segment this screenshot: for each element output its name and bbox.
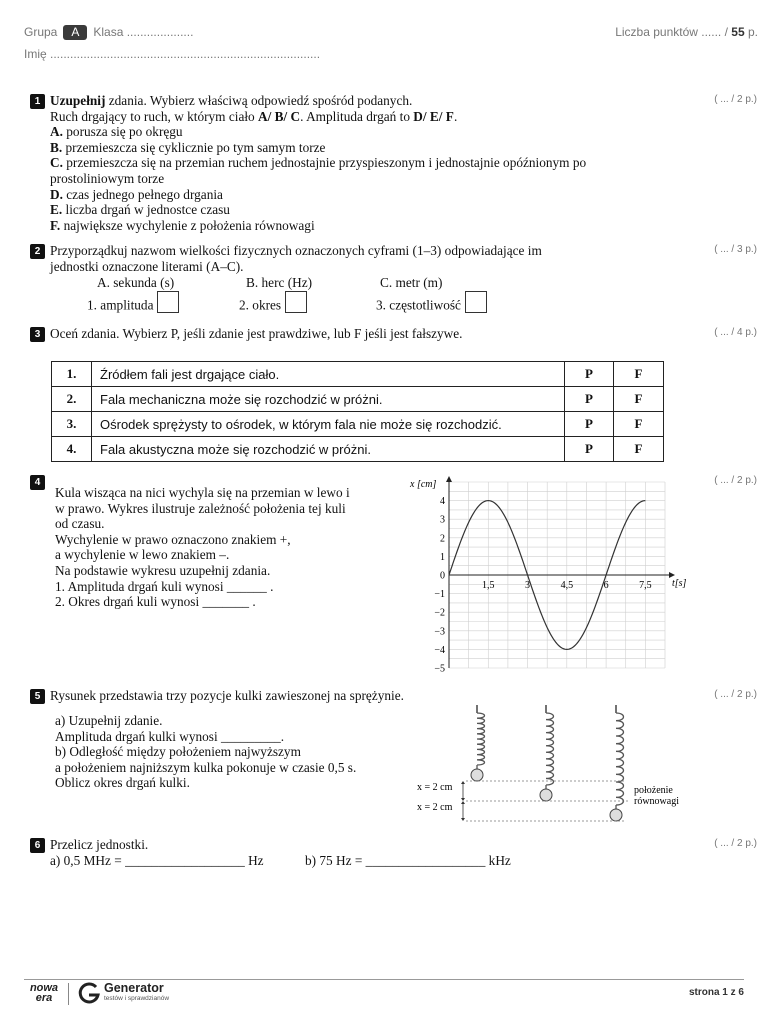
generator-subtitle: testów i sprawdzianów: [104, 995, 170, 1002]
distance-label-1: x = 2 cm: [417, 782, 453, 793]
springs-figure: [410, 705, 710, 830]
task-5-line: a) Uzupełnij zdanie.: [55, 713, 163, 728]
header-group: [24, 25, 193, 40]
logo-text-top: nowa: [29, 982, 59, 994]
task-points-5: ( ... / 2 p.): [714, 689, 757, 700]
name-field[interactable]: Imię .................................................................................: [24, 47, 321, 61]
x-tick-label: 4,5: [560, 580, 574, 591]
points-summary: [615, 25, 758, 39]
task-points-2: ( ... / 3 p.): [714, 244, 757, 255]
chart-x-axis-label: t[s]: [672, 578, 687, 589]
task-3-instruction: Oceń zdania. Wybierz P, jeśli zdanie jest prawdziwe, lub F jeśli jest fałszywe.: [50, 326, 463, 341]
table-row: [52, 437, 664, 462]
task-4-line: Na podstawie wykresu uzupełnij zdania.: [55, 562, 271, 578]
ball-top: [471, 769, 483, 781]
task-1-stmt-end: .: [453, 108, 458, 124]
task-6-part-b[interactable]: b) 75 Hz = __________________ kHz: [305, 853, 511, 868]
task-5-line: b) Odległość między położeniem najwyższym: [55, 744, 301, 760]
answer-box-3[interactable]: [465, 291, 487, 313]
table-row: [52, 412, 664, 437]
task-2-line-1: Przyporządkuj nazwom wielkości fizycznych oznaczonych cyframi (1–3) odpowiadające im: [50, 243, 542, 258]
generator-logo-icon: [77, 981, 101, 1005]
task-points-6: ( ... / 2 p.): [714, 838, 757, 849]
spring-1-coil: [477, 713, 485, 769]
task-1-stmt-a: Ruch drgający to ruch, w którym ciało: [50, 108, 259, 124]
x-tick-label: 1,5: [482, 580, 495, 591]
unit-option-a: A. sekunda (s): [97, 275, 175, 290]
true-option[interactable]: P: [565, 387, 614, 412]
row-number: 1.: [52, 362, 92, 387]
y-tick-label: −2: [434, 607, 445, 619]
row-number: 3.: [52, 412, 92, 437]
ball-bottom: [610, 809, 622, 821]
class-field[interactable]: Klasa ....................: [93, 25, 194, 39]
task-4-line: a wychylenie w lewo znakiem –.: [55, 547, 230, 563]
task-1-content: [50, 93, 700, 233]
publisher-logo: [26, 983, 62, 1003]
task-5-line: Oblicz okres drgań kulki.: [55, 775, 190, 791]
points-label[interactable]: Liczba punktów ...... /: [615, 25, 728, 39]
quantity-frequency: 3. częstotliwość: [376, 291, 487, 313]
answer-box-1[interactable]: [157, 291, 179, 313]
task-1-option[interactable]: B. przemieszcza się cyklicznie po tym samym torze: [50, 139, 326, 155]
task-4-line: Kula wisząca na nici wychyla się na przemian w lewo i: [55, 485, 350, 500]
points-total: 55: [731, 25, 745, 39]
task-number-5: 5: [30, 689, 45, 704]
false-option[interactable]: F: [614, 412, 664, 437]
row-number: 4.: [52, 437, 92, 462]
task-number-6: 6: [30, 838, 45, 853]
row-number: 2.: [52, 387, 92, 412]
chart-ticks: [434, 496, 651, 674]
y-tick-label: 2: [440, 533, 445, 545]
true-option[interactable]: P: [565, 437, 614, 462]
task-5-line[interactable]: Amplituda drgań kulki wynosi _________.: [55, 728, 285, 744]
generator-title: Generator: [104, 981, 164, 995]
task-4-line[interactable]: 1. Amplituda drgań kuli wynosi ______ .: [55, 578, 274, 594]
task-points-4: ( ... / 2 p.): [714, 475, 757, 486]
task-6-instruction: Przelicz jednostki.: [50, 837, 149, 852]
task-4-line: Wychylenie w prawo oznaczono znakiem +,: [55, 531, 291, 547]
group-badge: A: [63, 25, 87, 40]
quantity-amplitude: 1. amplituda: [87, 291, 179, 313]
y-tick-label: −4: [434, 644, 445, 656]
footer-divider: [24, 979, 744, 980]
task-4-line: w prawo. Wykres ilustruje zależność położenia tej kuli: [55, 500, 346, 516]
task-number-4: 4: [30, 475, 45, 490]
task-number-1: 1: [30, 94, 45, 109]
row-statement: Fala mechaniczna może się rozchodzić w próżni.: [92, 387, 565, 412]
arrow-head: [461, 798, 465, 801]
task-1-option[interactable]: C. przemieszcza się na przemian ruchem jednostajnie przyspieszonym i jednostajnie opóźnionym po: [50, 155, 587, 171]
task-number-3: 3: [30, 327, 45, 342]
equilibrium-label-2: równowagi: [634, 796, 679, 807]
task-4-line[interactable]: 2. Okres drgań kuli wynosi _______ .: [55, 594, 256, 610]
row-statement: Fala akustyczna może się rozchodzić w próżni.: [92, 437, 565, 462]
false-option[interactable]: F: [614, 437, 664, 462]
answer-box-2[interactable]: [285, 291, 307, 313]
logo-text-bottom: era: [35, 992, 53, 1004]
logo-separator: [68, 983, 69, 1005]
task-5-instruction: Rysunek przedstawia trzy pozycje kulki zawieszonej na sprężynie.: [50, 688, 404, 703]
task-6-part-a[interactable]: a) 0,5 MHz = __________________ Hz: [50, 853, 264, 868]
points-unit: p.: [747, 25, 758, 39]
task-5-content: [55, 713, 400, 791]
chart-y-axis-label: x [cm]: [410, 479, 437, 490]
task-4-line: od czasu.: [55, 516, 105, 532]
task-1-option-cont: prostoliniowym torze: [50, 170, 165, 186]
group-label: Grupa: [24, 25, 58, 39]
false-option[interactable]: F: [614, 362, 664, 387]
y-tick-label: 0: [440, 570, 445, 582]
task-2-line-2: jednostki oznaczone literami (A–C).: [50, 259, 244, 274]
row-statement: Ośrodek sprężysty to ośrodek, w którym fala nie może się rozchodzić.: [92, 412, 565, 437]
spring-2-coil: [546, 713, 554, 789]
task-1-option[interactable]: E. liczba drgań w jednostce czasu: [50, 202, 230, 218]
arrow-head: [461, 818, 465, 821]
task-4-content: [55, 485, 390, 610]
equilibrium-label-1: położenie: [634, 785, 673, 796]
task-5-line: a położeniem najniższym kulka pokonuje w czasie 0,5 s.: [55, 759, 357, 775]
row-statement: Źródłem fali jest drgające ciało.: [92, 362, 565, 387]
task-1-intro: zdania. Wybierz właściwą odpowiedź spośród podanych.: [105, 93, 413, 108]
task-number-2: 2: [30, 244, 45, 259]
unit-option-c: C. metr (m): [380, 275, 443, 290]
y-tick-label: −3: [434, 626, 445, 638]
task-points-1: ( ... / 2 p.): [714, 94, 757, 105]
task-1-option[interactable]: F. największe wychylenie z położenia równowagi: [50, 217, 315, 233]
y-tick-label: 3: [440, 514, 445, 526]
unit-option-b: B. herc (Hz): [246, 275, 313, 290]
false-option[interactable]: F: [614, 387, 664, 412]
y-tick-label: −1: [434, 589, 445, 601]
y-tick-label: 4: [440, 496, 445, 508]
true-option[interactable]: P: [565, 412, 614, 437]
ball-middle: [540, 789, 552, 801]
true-option[interactable]: P: [565, 362, 614, 387]
x-tick-label: 3: [525, 580, 531, 591]
y-tick-label: 1: [440, 551, 445, 563]
position-time-chart: [400, 476, 700, 676]
x-tick-label: 6: [603, 580, 609, 591]
task-1-choice-def[interactable]: D/ E/ F: [413, 108, 454, 124]
x-tick-label: 7,5: [639, 580, 652, 591]
task-1-choice-abc[interactable]: A/ B/ C: [258, 108, 301, 124]
true-false-table: [51, 361, 664, 462]
task-points-3: ( ... / 4 p.): [714, 327, 757, 338]
generator-brand: [104, 982, 169, 1003]
distance-label-2: x = 2 cm: [417, 802, 453, 813]
arrow-head: [461, 781, 465, 784]
y-tick-label: −5: [434, 663, 445, 675]
spring-3-coil: [616, 713, 624, 809]
table-row: [52, 387, 664, 412]
y-axis-arrow: [446, 476, 452, 482]
task-1-stmt-b: . Amplituda drgań to: [300, 108, 414, 124]
task-1-intro-bold: Uzupełnij: [50, 93, 106, 108]
quantity-period: 2. okres: [239, 291, 307, 313]
arrow-head: [461, 801, 465, 804]
table-row: [52, 362, 664, 387]
task-1-option[interactable]: A. porusza się po okręgu: [50, 124, 183, 140]
task-1-option[interactable]: D. czas jednego pełnego drgania: [50, 186, 223, 202]
page-number: strona 1 z 6: [688, 987, 744, 998]
